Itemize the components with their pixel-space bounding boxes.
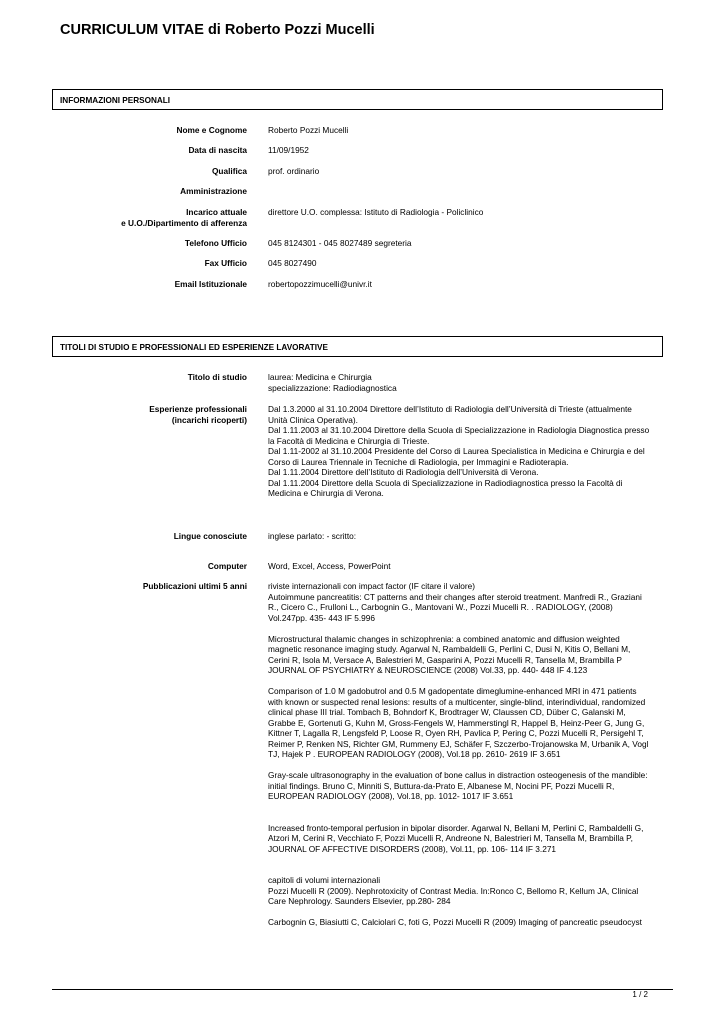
value-fax: 045 8027490 — [268, 258, 317, 268]
value-incarico: direttore U.O. complessa: Istituto di Radiologia - Policlinico — [268, 207, 484, 217]
text-line: Reimer P, Renken NS, Richter GM, Rummeny EJ, Schäfer F, Szczerbo-Trojanowska M, Urbanik A, Vogl — [268, 738, 649, 749]
text-line: capitoli di volumi internazionali — [268, 875, 381, 885]
text-line: R., Cicero C., Frulloni L., Carbognin G., Mantovani W., Pozzi Mucelli R. . RADIOLOGY, (2008) — [268, 602, 613, 612]
text-line: magnetic resonance imaging study. Agarwal N, Rambaldelli G, Perlini C, Dusi N, Kitis O, Bellani M, — [268, 644, 631, 654]
value-email: robertopozzimucelli@univr.it — [268, 279, 372, 289]
value-lingue: inglese parlato: - scritto: — [268, 531, 357, 541]
publication-entry — [268, 770, 668, 802]
text-line: laurea: Medicina e Chirurgia — [268, 372, 372, 382]
text-line: initial findings. Bruno C, Minniti S, Buttura-da-Prato E, Albanese M, Nocini PF, Pozzi Mucelli R, — [268, 780, 615, 791]
label-esperienze — [149, 404, 247, 425]
text-line: Atzori M, Cerini R, Vecchiato F, Pozzi Mucelli R, Andreone N, Balestrieri M, Tansella M, Brambilla P, — [268, 833, 633, 843]
value-esperienze — [268, 404, 668, 499]
text-line: Dal 1.11.2004 Direttore della Scuola di Specializzazione in Radiodiagnostica presso la Facoltà di — [268, 477, 623, 488]
footer-rule — [52, 989, 673, 990]
label-incarico — [121, 207, 247, 228]
section-header-personal — [52, 89, 663, 110]
publication-entry — [268, 686, 668, 760]
text-line: la Facoltà di Medicina e Chirurgia di Trieste. — [268, 435, 430, 446]
value-pubblicazioni — [268, 581, 668, 928]
text-line: Kittner T, Lagalla R, Lengsfeld P, Loose R, Oyen RH, Pavlica P, Pering C, Pozzi Mucelli R, Persigehl T, — [268, 728, 644, 738]
label-esperienze-line: (incarichi ricoperti) — [171, 414, 247, 425]
text-line: Increased fronto-temporal perfusion in bipolar disorder. Agarwal N, Bellani M, Perlini C, Rambaldelli G, — [268, 822, 644, 833]
text-line: Carbognin G, Biasiutti C, Calciolari C, foti G, Pozzi Mucelli R (2009) Imaging of pancreatic pseudocyst — [268, 917, 642, 927]
publication-entry — [268, 581, 668, 623]
label-lingue: Lingue conosciute — [173, 531, 247, 541]
text-line: EUROPEAN RADIOLOGY (2008), Vol.18, pp. 1012- 1017 IF 3.651 — [268, 791, 514, 801]
label-telefono: Telefono Ufficio — [184, 238, 247, 248]
text-line: TJ, Hajek P . EUROPEAN RADIOLOGY (2008), Vol.18 pp. 2610- 2619 IF 3.651 — [268, 749, 561, 759]
text-line: JOURNAL OF AFFECTIVE DISORDERS (2008), Vol.11, pp. 106- 114 IF 3.271 — [268, 843, 557, 854]
text-line: Grabbe E, Gortenuti G, Kuhn M, Gross-Fengels W, Hammerstingl R, Happel B, Heinz-Peer G, Jung G, — [268, 717, 645, 728]
publication-entry — [268, 875, 668, 907]
section-heading-personal: INFORMAZIONI PERSONALI — [60, 96, 171, 105]
text-line: Dal 1.11.2004 Direttore dell’Istituto di Radiologia dell’Università di Verona. — [268, 467, 539, 477]
section-header-titles — [52, 336, 663, 357]
text-line: JOURNAL OF PSYCHIATRY & NEUROSCIENCE (2008) Vol.33, pp. 440- 448 IF 4.123 — [268, 665, 588, 675]
publication-entry — [268, 823, 668, 855]
text-line: Microstructural thalamic changes in schizophrenia: a combined anatomic and diffusion weighted — [268, 633, 620, 644]
text-line: Comparison of 1.0 M gadobutrol and 0.5 M gadopentate dimeglumine-enhanced MRI in 471 patients — [268, 686, 637, 696]
label-fax: Fax Ufficio — [204, 258, 247, 268]
label-data-nascita: Data di nascita — [188, 145, 247, 155]
value-computer: Word, Excel, Access, PowerPoint — [268, 561, 391, 571]
text-line: Vol.247pp. 435- 443 IF 5.996 — [268, 612, 376, 623]
value-data-nascita: 11/09/1952 — [268, 145, 309, 155]
text-line: Pozzi Mucelli R (2009). Nephrotoxicity of Contrast Media. In:Ronco C, Bellomo R, Kellum JA, Clinical — [268, 885, 639, 896]
label-esperienze-line: Esperienze professionali — [149, 404, 247, 414]
text-line: riviste internazionali con impact factor (IF citare il valore) — [268, 581, 476, 591]
label-qualifica: Qualifica — [211, 166, 247, 176]
value-nome: Roberto Pozzi Mucelli — [268, 125, 349, 135]
text-line: with known or suspected renal lesions: results of a multicenter, single-blind, interindividual, randomized — [268, 696, 646, 707]
text-line: Care Nephrology. Saunders Elsevier, pp.280- 284 — [268, 896, 451, 906]
page-number: 1 / 2 — [632, 990, 648, 999]
publication-entry — [268, 917, 668, 928]
text-line: Medicina e Chirurgia di Verona. — [268, 488, 384, 498]
label-computer: Computer — [207, 561, 247, 571]
text-line: Dal 1.11-2002 al 31.10.2004 Presidente del Corso di Laurea Specialistica in Medicina e Chirurgia e del — [268, 446, 645, 456]
value-qualifica: prof. ordinario — [268, 166, 320, 176]
text-line: specializzazione: Radiodiagnostica — [268, 382, 397, 393]
label-incarico-line: e U.O./Dipartimento di afferenza — [121, 217, 247, 228]
text-line: Autoimmune pancreatitis: CT patterns and their changes after steroid treatment. Manfredi R., Graziani — [268, 591, 642, 602]
text-line: Corso di Laurea Triennale in Tecniche di Radiologia, per Immagini e Radioterapia. — [268, 456, 569, 467]
section-heading-titles: TITOLI DI STUDIO E PROFESSIONALI ED ESPERIENZE LAVORATIVE — [60, 343, 328, 352]
label-nome: Nome e Cognome — [176, 125, 247, 135]
page-title: CURRICULUM VITAE di Roberto Pozzi Mucelli — [60, 22, 375, 38]
label-titolo-studio: Titolo di studio — [187, 372, 247, 382]
text-line: Unità Clinica Operativa). — [268, 414, 358, 425]
text-line: Dal 1.11.2003 al 31.10.2004 Direttore della Scuola di Specializzazione in Radiologia Diagnostica presso — [268, 425, 650, 435]
text-line: Dal 1.3.2000 al 31.10.2004 Direttore dell’Istituto di Radiologia dell’Università di Trieste (attualmente — [268, 404, 632, 414]
value-telefono: 045 8124301 - 045 8027489 segreteria — [268, 238, 412, 248]
label-incarico-line: Incarico attuale — [186, 207, 247, 217]
text-line: clinical phase III trial. Tombach B, Bohndorf K, Brodtrager W, Claussen CD, Düber C, Galanski M, — [268, 707, 626, 717]
label-email: Email Istituzionale — [174, 279, 247, 289]
label-amministrazione: Amministrazione — [180, 186, 247, 196]
value-titolo-studio — [268, 372, 668, 393]
label-pubblicazioni: Pubblicazioni ultimi 5 anni — [142, 581, 247, 591]
publication-entry — [268, 634, 668, 676]
text-line: Gray-scale ultrasonography in the evaluation of bone callus in distraction osteogenesis of the mandible: — [268, 770, 648, 780]
text-line: Cerini R, Isola M, Versace A, Balestrieri M, Gasparini A, Pozzi Mucelli R, Tansella M, Brambilla P — [268, 654, 622, 665]
